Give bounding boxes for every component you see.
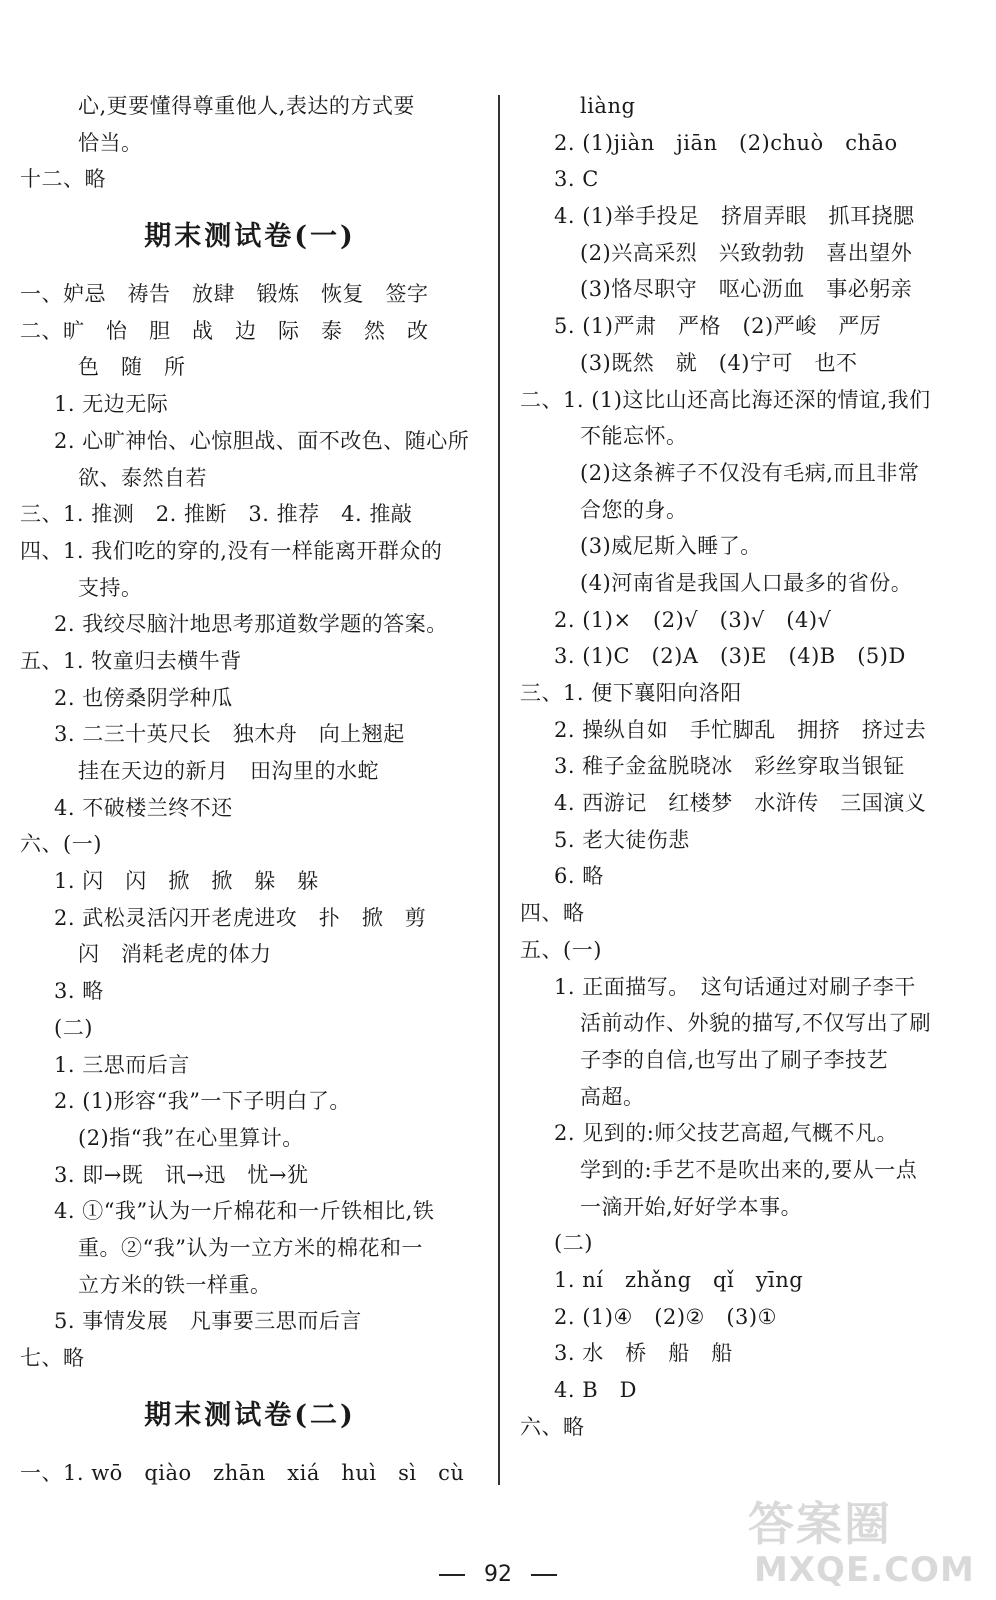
answer-line: 闪 消耗老虎的体力 xyxy=(78,942,272,967)
answer-line: 五、(一) xyxy=(520,937,602,962)
answer-line: (2)这条裤子不仅没有毛病,而且非常 xyxy=(580,460,920,485)
answer-line: 3. 略 xyxy=(54,979,104,1004)
watermark-url: MXQE.COM xyxy=(754,1550,975,1590)
watermark xyxy=(748,1488,978,1588)
answer-line: 2. 武松灵活闪开老虎进攻 扑 掀 剪 xyxy=(54,905,427,930)
answer-line: 一、1. wō qiào zhān xiá huì sì cù xyxy=(20,1460,465,1485)
right-column xyxy=(520,88,982,1445)
answer-line: 恰当。 xyxy=(78,130,143,155)
answer-line: 2. 操纵自如 手忙脚乱 拥挤 挤过去 xyxy=(554,717,927,742)
answer-line: 3. C xyxy=(554,167,599,192)
answer-line: 子李的自信,也写出了刷子李技艺 xyxy=(580,1047,889,1072)
footer-dash-left xyxy=(439,1574,465,1576)
answer-line: 一、妒忌 祷告 放肆 锻炼 恢复 签字 xyxy=(20,282,429,307)
answer-line: (4)河南省是我国人口最多的省份。 xyxy=(580,570,913,595)
answer-line: (3)恪尽职守 呕心沥血 事必躬亲 xyxy=(580,277,913,302)
answer-line: 六、略 xyxy=(520,1414,585,1439)
answer-line: 不能忘怀。 xyxy=(580,424,688,449)
answer-line: 5. 老大徒伤悲 xyxy=(554,827,690,852)
answer-line: 活前动作、外貌的描写,不仅写出了刷 xyxy=(580,1011,932,1036)
answer-line: 立方米的铁一样重。 xyxy=(78,1272,272,1297)
answer-line: 七、略 xyxy=(20,1346,85,1370)
answer-line: 心,更要懂得尊重他人,表达的方式要 xyxy=(78,94,415,118)
answer-line: 4. 不破楼兰终不还 xyxy=(54,795,233,820)
answer-line: 3. 即→既 讯→迅 忧→犹 xyxy=(54,1162,309,1187)
answer-line: 6. 略 xyxy=(554,864,604,889)
answer-line: 学到的:手艺不是吹出来的,要从一点 xyxy=(580,1157,918,1182)
answer-line: 四、略 xyxy=(520,901,585,926)
answer-line: 合您的身。 xyxy=(580,497,688,522)
column-divider xyxy=(498,95,500,1485)
answer-line: (二) xyxy=(54,1015,93,1040)
answer-line: 4. B D xyxy=(554,1378,637,1403)
answer-line: 2. (1)× (2)√ (3)√ (4)√ xyxy=(554,607,832,632)
answer-line: 四、1. 我们吃的穿的,没有一样能离开群众的 xyxy=(20,538,443,563)
answer-line: 1. 正面描写。 这句话通过对刷子李干 xyxy=(554,974,916,999)
answer-line: (3)威尼斯入睡了。 xyxy=(580,534,762,559)
answer-line: 2. (1)形容“我”一下子明白了。 xyxy=(54,1089,351,1114)
answer-line: 2. 见到的:师父技艺高超,气概不凡。 xyxy=(554,1121,898,1146)
answer-line: 3. 二三十英尺长 独木舟 向上翘起 xyxy=(54,722,405,747)
answer-line: 1. ní zhǎng qǐ yīng xyxy=(554,1268,804,1292)
answer-line: 十二、略 xyxy=(20,167,106,192)
answer-line: 三、1. 推测 2. 推断 3. 推荐 4. 推敲 xyxy=(20,502,413,527)
answer-line: 4. (1)举手投足 挤眉弄眼 抓耳挠腮 xyxy=(554,204,915,229)
section-heading: 期末测试卷(二) xyxy=(144,1399,356,1431)
answer-line: 2. (1)④ (2)② (3)① xyxy=(554,1304,777,1329)
watermark-logo: 答案圈 xyxy=(748,1497,892,1551)
answer-line: (3)既然 就 (4)宁可 也不 xyxy=(580,350,858,375)
answer-line: liàng xyxy=(580,94,636,118)
answer-line: 五、1. 牧童归去横牛背 xyxy=(20,648,242,673)
answer-line: 欲、泰然自若 xyxy=(78,465,207,490)
answer-line: (2)兴高采烈 兴致勃勃 喜出望外 xyxy=(580,240,913,265)
answer-line: 一滴开始,好好学本事。 xyxy=(580,1194,803,1219)
answer-line: 二、1. (1)这比山还高比海还深的情谊,我们 xyxy=(520,387,931,412)
answer-line: 2. 心旷神怡、心惊胆战、面不改色、随心所 xyxy=(54,428,470,453)
answer-line: 六、(一) xyxy=(20,832,102,857)
answer-line: 3. (1)C (2)A (3)E (4)B (5)D xyxy=(554,644,906,669)
left-column xyxy=(20,88,480,1491)
answer-line: 三、1. 便下襄阳向洛阳 xyxy=(520,681,742,705)
answer-line: 3. 稚子金盆脱晓冰 彩丝穿取当银钲 xyxy=(554,754,905,779)
answer-line: 5. 事情发展 凡事要三思而后言 xyxy=(54,1309,362,1334)
answer-line: 4. ①“我”认为一斤棉花和一斤铁相比,铁 xyxy=(54,1199,435,1224)
footer-dash-right xyxy=(531,1574,557,1576)
answer-line: 二、旷 怡 胆 战 边 际 泰 然 改 xyxy=(20,318,429,343)
answer-line: 5. (1)严肃 严格 (2)严峻 严厉 xyxy=(554,314,882,339)
answer-line: 4. 西游记 红楼梦 水浒传 三国演义 xyxy=(554,791,927,816)
answer-line: (2)指“我”在心里算计。 xyxy=(78,1125,304,1150)
answer-line: 3. 水 桥 船 船 xyxy=(554,1341,733,1366)
answer-line: 2. (1)jiàn jiān (2)chuò chāo xyxy=(554,130,898,155)
answer-line: 色 随 所 xyxy=(78,355,186,380)
answer-line: 1. 闪 闪 掀 掀 躲 躲 xyxy=(54,869,319,894)
answer-line: 重。②“我”认为一立方米的棉花和一 xyxy=(78,1235,423,1260)
section-heading: 期末测试卷(一) xyxy=(144,221,356,253)
answer-line: 2. 我绞尽脑汁地思考那道数学题的答案。 xyxy=(54,612,448,637)
answer-line: 1. 无边无际 xyxy=(54,392,169,417)
answer-line: (二) xyxy=(554,1231,593,1256)
answer-line: 2. 也傍桑阴学种瓜 xyxy=(54,685,233,710)
page-number: 92 xyxy=(484,1562,512,1587)
answer-line: 高超。 xyxy=(580,1084,645,1109)
answer-line: 挂在天边的新月 田沟里的水蛇 xyxy=(78,759,379,783)
answer-line: 支持。 xyxy=(78,575,143,600)
answer-line: 1. 三思而后言 xyxy=(54,1052,190,1077)
